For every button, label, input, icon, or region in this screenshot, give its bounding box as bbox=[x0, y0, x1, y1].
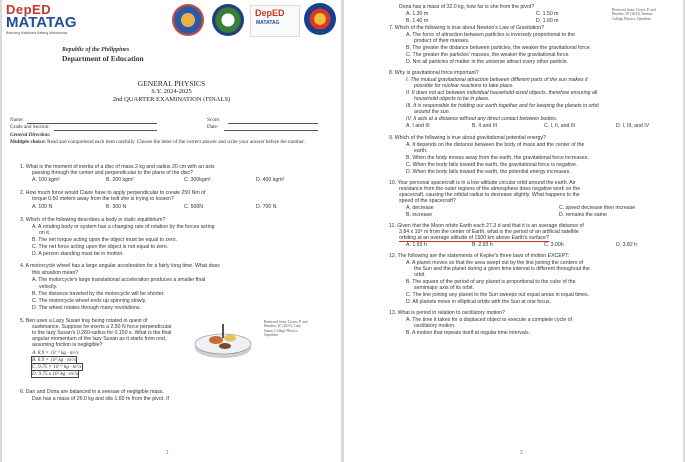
option-7b[interactable]: B. The greater the distance between particles, the weaker the gravitational force. bbox=[406, 45, 592, 51]
question-5-line2: sustenance. Suppose he exerts a 2.50 N force perpendicular bbox=[32, 324, 172, 330]
option-1d[interactable]: D. 400 kgm² bbox=[256, 177, 285, 183]
option-9d[interactable]: D. When the body falls toward the earth, the potential energy increases. bbox=[406, 169, 571, 175]
question-13: 13. What is period in relation to oscillatory motion? bbox=[389, 310, 505, 316]
school-year: S.Y. 2024-2025 bbox=[151, 88, 192, 95]
statement-8-i-cont: possible for nuclear reactions to take place. bbox=[414, 83, 514, 89]
statement-8-i: I. The mutual gravitational attraction between different parts of the sun makes it bbox=[406, 77, 588, 83]
option-12d[interactable]: D. All planets move in elliptical orbits with the Sun at one focus. bbox=[406, 299, 552, 305]
question-11: 11. Given that the Moon orbits Earth each 27.3 d and that it is an average distance of bbox=[389, 223, 584, 229]
question-6-line2: Dan has a mass of 26.0 kg and sits 1.60 m from the pivot. If bbox=[32, 396, 169, 402]
image-credit: Retrieved from: Lloyer, P. and Hendrix, W. (2023). Lazy Susan. College Physics, OpenStax bbox=[264, 320, 308, 337]
exam-page-2 bbox=[344, 0, 683, 462]
grade-field-line[interactable] bbox=[54, 130, 157, 131]
option-12a-line3: orbit. bbox=[414, 272, 426, 278]
option-3d[interactable]: D. A person standing must be in motion. bbox=[32, 251, 124, 257]
option-2d[interactable]: D. 700 N bbox=[256, 204, 277, 210]
republic-line: Republic of the Philippines bbox=[62, 47, 130, 53]
option-11a[interactable]: A. 1.93 h bbox=[406, 242, 427, 248]
question-5-line4: angular momentum of the lazy Susan as it starts from rest, bbox=[32, 336, 167, 342]
option-3b[interactable]: B. The net torque acting upon the object must be equal to zero. bbox=[32, 237, 177, 243]
option-9c[interactable]: C. When the body falls toward the earth, the gravitational force is negative. bbox=[406, 162, 578, 168]
option-13a[interactable]: A. The time it takes for a displaced object to execute a complete cycle of bbox=[406, 317, 572, 323]
option-13a-cont: oscillatory motion. bbox=[414, 323, 456, 329]
score-field-line[interactable] bbox=[228, 123, 318, 124]
option-12b[interactable]: B. The square of the period of any planet is proportional to the cube of the bbox=[406, 279, 576, 285]
option-7d[interactable]: D. Not all particles of matter in the universe attract every other particle. bbox=[406, 59, 569, 65]
question-10-line3: spacecraft, causing the orbital radius to decrease slightly. What happens to the bbox=[399, 192, 580, 198]
option-10a[interactable]: A. decrease bbox=[406, 205, 434, 211]
score-field-label: Score: bbox=[207, 117, 221, 123]
bagong-pilipinas-icon bbox=[304, 3, 336, 35]
grade-field-label: Grade and Section: bbox=[10, 124, 50, 130]
image-credit-2: Retrieved from: Lloyer, P. and Hendrix, W. (2023). Seesaw. College Physics, OpenStax bbox=[612, 8, 656, 21]
option-6b[interactable]: B. 1.40 m bbox=[406, 18, 429, 24]
option-8c[interactable]: C. I, II, and III bbox=[544, 123, 576, 129]
deped-seal-icon bbox=[212, 4, 244, 36]
option-5d[interactable]: D. 9.75 x 10² kg · m²/s bbox=[32, 371, 78, 377]
exam-title: 2nd QUARTER EXAMINATION (FINALS) bbox=[112, 96, 231, 103]
directions-text: Multiple choice: Read and comprehend each item carefully. Choose the letter of the correct answer and write your answer before the number. bbox=[10, 139, 305, 145]
statement-8-ii: II. It does not act between individual household-sized objects, therefore ensuring all bbox=[406, 90, 598, 96]
question-8: 8. Why is gravitational force important? bbox=[389, 70, 479, 76]
option-12a[interactable]: A. A planet moves so that the area swept out by the line joining the centers of bbox=[406, 260, 584, 266]
option-8a[interactable]: A. I and III bbox=[406, 123, 430, 129]
question-6: 6. Dan and Dona are balanced in a seesaw of negligible mass. bbox=[20, 389, 164, 395]
question-5: 5. Ben uses a Lazy Susan tray being rotated in quest of bbox=[20, 318, 148, 324]
option-3a-cont: on it. bbox=[39, 230, 51, 236]
option-6d[interactable]: D. 1.60 m bbox=[536, 18, 559, 24]
subject-title: GENERAL PHYSICS bbox=[137, 79, 206, 88]
option-10c[interactable]: C. speed decrease then increase bbox=[559, 205, 636, 211]
option-4d[interactable]: D. The wheel rotates through many revolutions. bbox=[32, 305, 141, 311]
question-6-cont: Dona has a mass of 32.0 kg, how far is she from the pivot? bbox=[399, 4, 535, 10]
question-1-cont: passing through the center and perpendicular to the plane of the disc? bbox=[32, 170, 193, 176]
question-4: 4. A motorcycle wheel has a large angular acceleration for a fairly long time. What does bbox=[20, 263, 220, 269]
question-7: 7. Which of the following is true about Newton's Law of Gravitation? bbox=[389, 25, 544, 31]
option-7c[interactable]: C. The greater the particles' masses, the weaker the gravitational force. bbox=[406, 52, 570, 58]
option-11d[interactable]: D. 3.82 h bbox=[616, 242, 638, 248]
lazy-susan-illustration bbox=[192, 318, 254, 362]
question-5-line5: assuming friction is negligible? bbox=[32, 342, 103, 348]
option-8b[interactable]: B. II and III bbox=[472, 123, 498, 129]
question-12: 12. The following are the statements of Kepler's three laws of motion EXCEPT: bbox=[389, 253, 570, 259]
question-10-line4: speed of the spacecraft? bbox=[399, 198, 456, 204]
question-10: 10. Your personal spacecraft is in a low-altitude circular orbit around the earth. Air bbox=[389, 180, 576, 186]
option-5a[interactable]: A. 8.9 × 10⁻² kg · m²/s bbox=[32, 350, 79, 356]
option-2a[interactable]: A. 100 N bbox=[32, 204, 53, 210]
option-6a[interactable]: A. 1.30 m bbox=[406, 11, 429, 17]
statement-8-iii: III. It is responsible for holding our earth together and for keeping the planets in orbit bbox=[406, 103, 599, 109]
question-4-cont: this situation mean? bbox=[32, 270, 79, 276]
department-line: Department of Education bbox=[62, 54, 144, 63]
option-9a-cont: earth. bbox=[414, 148, 428, 154]
option-4a[interactable]: A. The motorcycle's large translational acceleration produces a smaller final bbox=[32, 277, 206, 283]
question-11-line3: orbiting at an average altitude of 1500 km above Earth's surface? bbox=[399, 235, 549, 241]
deped-matatag-small-logo: DepED MATATAG bbox=[250, 5, 300, 37]
question-5-line3: to the lazy Susan's 0.260-radius for 0.150 s. What is the final bbox=[32, 330, 172, 336]
directions-title: General Direction: bbox=[10, 132, 51, 138]
option-1a[interactable]: A. 100 kgm² bbox=[32, 177, 60, 183]
option-1c[interactable]: C. 300kgm² bbox=[184, 177, 211, 183]
exam-page-1 bbox=[2, 0, 341, 462]
name-field-label: Name: bbox=[10, 117, 24, 123]
page-number: 1 bbox=[166, 450, 169, 456]
option-4c[interactable]: C. The motorcycle wheel ends up spinning slowly. bbox=[32, 298, 147, 304]
option-7a-cont: product of their masses. bbox=[414, 38, 470, 44]
option-10b[interactable]: B. increase bbox=[406, 212, 432, 218]
option-11c[interactable]: C. 3.00h bbox=[544, 242, 564, 248]
option-5c[interactable]: C. 9.75 × 10⁻² kg · m²/s bbox=[32, 364, 82, 370]
republic-seal-icon bbox=[172, 4, 204, 36]
question-9: 9. Which of the following is true about gravitational potential energy? bbox=[389, 135, 546, 141]
option-12a-line2: the Sun and the planet during a given time interval is different throughout the bbox=[414, 266, 590, 272]
option-2c[interactable]: C. 500N bbox=[184, 204, 204, 210]
option-11b[interactable]: B. 2.93 h bbox=[472, 242, 493, 248]
option-1b[interactable]: B. 200 kgm² bbox=[106, 177, 134, 183]
statement-8-ii-cont: household objects to be in place. bbox=[414, 96, 490, 102]
header-logos bbox=[2, 0, 341, 46]
option-8d[interactable]: D. I, III, and IV bbox=[616, 123, 650, 129]
option-3c[interactable]: C. The net force acting upon the object is not equal to zero. bbox=[32, 244, 169, 250]
statement-8-iv: IV. It acts at a distance without any direct contact between bodies. bbox=[406, 116, 558, 122]
statement-8-iii-cont: around the sun. bbox=[414, 109, 451, 115]
date-field-label: Date: bbox=[207, 124, 219, 130]
question-10-line2: resistance from the outer regions of the atmosphere does negative work on the bbox=[399, 186, 581, 192]
page-number-2: 2 bbox=[520, 450, 523, 456]
question-3: 3. Which of the following describes a body in static equilibrium? bbox=[20, 217, 166, 223]
option-12c[interactable]: C. The line joining any planet to the Sun sweeps out equal areas in equal times. bbox=[406, 292, 590, 298]
option-6c[interactable]: C. 1.50 m bbox=[536, 11, 559, 17]
option-3a[interactable]: A. A rotating body or system has a changing rate of rotation by the forces acting bbox=[32, 224, 215, 230]
option-9a[interactable]: A. It depends on the distance between the body of mass and the center of the bbox=[406, 142, 585, 148]
option-4a-cont: velocity. bbox=[39, 284, 58, 290]
option-5b[interactable]: B. 8.9 × 10² kg · m²/s bbox=[32, 357, 76, 363]
option-9b[interactable]: B. When the body moves away from the earth, the gravitational force increases. bbox=[406, 155, 589, 161]
question-11-line2: 3.84 x 10⁸ m from the center of Earth, what is the period of an artificial satellite bbox=[399, 229, 579, 235]
option-10d[interactable]: D. remains the same bbox=[559, 212, 607, 218]
question-2-cont: torque 0.50 meters away from the bolt she is trying to loosen? bbox=[32, 196, 174, 202]
option-4b[interactable]: B. The distance traveled by the motorcycle will be shorter. bbox=[32, 291, 165, 297]
question-2: 2. How much force would Claire have to apply perpendicular to create 250 Nm of bbox=[20, 190, 206, 196]
deped-matatag-logo: DepED MATATAG Bansang Makabata Batang Makabansa bbox=[6, 2, 77, 35]
date-field-line[interactable] bbox=[224, 130, 318, 131]
option-7a[interactable]: A. The force of attraction between particles is inversely proportional to the bbox=[406, 32, 575, 38]
question-1: 1. What is the moment of inertia of a disc of mass 2 kg and radius 20 cm with an axis bbox=[20, 164, 215, 170]
option-13b[interactable]: B. A motion that repeats itself at regular time intervals. bbox=[406, 330, 530, 336]
option-12b-cont: semimajor axis of its orbit. bbox=[414, 285, 474, 291]
option-2b[interactable]: B. 300 N bbox=[106, 204, 127, 210]
